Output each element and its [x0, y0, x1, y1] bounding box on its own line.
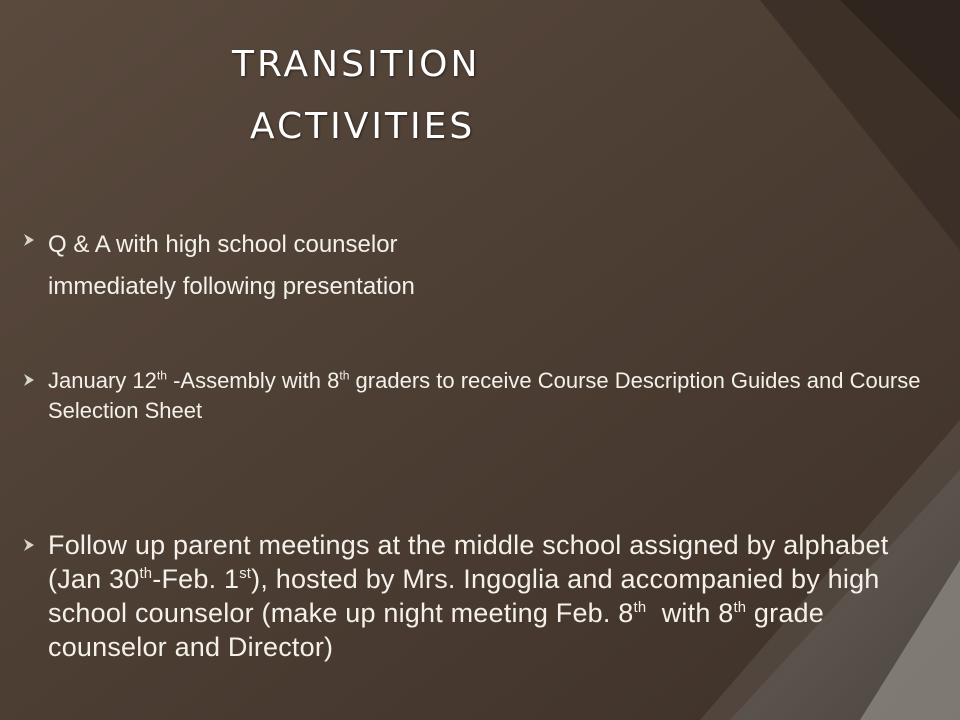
text-run: graders to receive Course Description Guides and Course Selection Sheet — [48, 368, 921, 423]
superscript: th — [733, 600, 747, 616]
bullet-text — [48, 366, 928, 426]
text-run: with 8 — [646, 598, 734, 628]
arrow-bullet-icon — [22, 538, 36, 552]
text-run: -Assembly with 8 — [166, 368, 340, 393]
bullet-text — [48, 224, 928, 308]
text-run: ), hosted by Mrs. Ingoglia and accompanied by high school counselor (make up night meeting Feb. 8 — [48, 564, 880, 628]
superscript: th — [339, 368, 350, 383]
superscript: th — [156, 368, 167, 383]
text-run: -Feb. 1 — [152, 564, 240, 594]
title-line-1: transition — [232, 29, 481, 89]
slide-title — [232, 28, 752, 152]
title-line-2: activities — [250, 91, 476, 151]
superscript: th — [139, 566, 153, 582]
text-run: Follow up parent meetings at the middle school assigned by alphabet (Jan 30 — [48, 530, 889, 594]
text-run: January 12 — [48, 368, 157, 393]
arrow-bullet-icon — [22, 373, 36, 387]
text-run: grade counselor and Director) — [48, 598, 824, 662]
bullet-1-line-1: Q & A with high school counselor — [48, 231, 398, 258]
superscript: th — [633, 600, 647, 616]
arrow-bullet-icon — [22, 233, 36, 247]
bullet-1-line-2: immediately following presentation — [48, 273, 415, 300]
bullet-text — [48, 528, 938, 664]
superscript: st — [239, 566, 252, 582]
